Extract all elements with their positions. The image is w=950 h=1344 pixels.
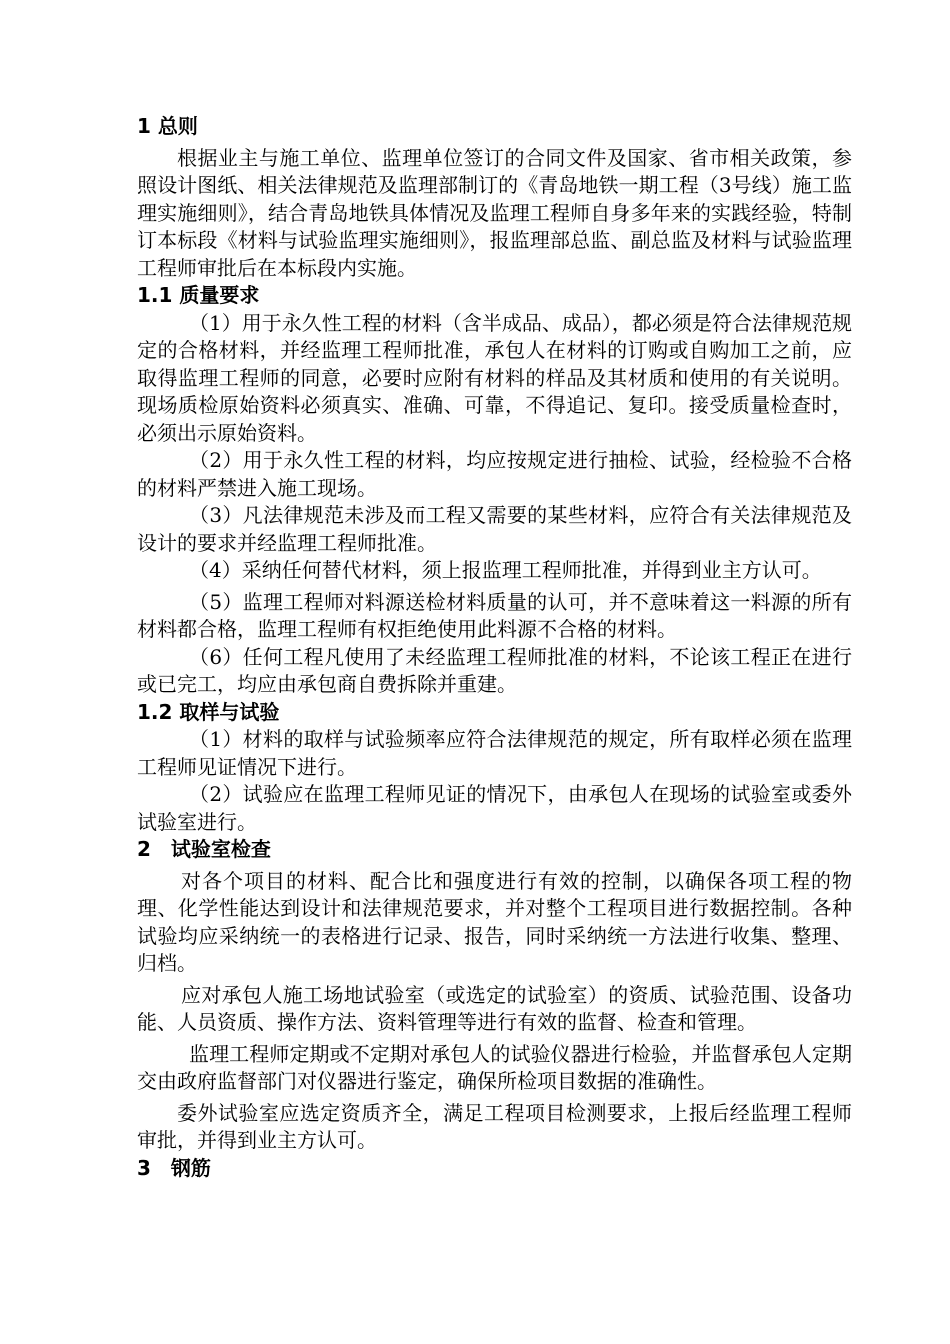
heading-steel-reinforcement: 3 钢筋 (137, 1155, 211, 1180)
heading-laboratory-inspection: 2 试验室检查 (137, 837, 271, 861)
paragraph: 根据业主与施工单位、监理单位签订的合同文件及国家、省市相关政策，参照设计图纸、相关法律规范及监理部制订的《青岛地铁一期工程（3号线）施工监理实施细则》，结合青岛地铁具体情况及监理工程师自身多年来的实践经验，特制订本标段《材料与试验监理实施细则》，报监理部总监、副总监及材料与试验监理工程师审批后在本标段内实施。 (137, 145, 852, 280)
document-body (137, 110, 852, 1182)
paragraph: （2）用于永久性工程的材料，均应按规定进行抽检、试验，经检验不合格的材料严禁进入施工现场。 (137, 448, 852, 500)
paragraph: （4）采纳任何替代材料，须上报监理工程师批准，并得到业主方认可。 (189, 558, 822, 582)
paragraph: （5）监理工程师对料源送检材料质量的认可，并不意味着这一料源的所有材料都合格，监理工程师有权拒绝使用此料源不合格的材料。 (137, 589, 852, 641)
paragraph: （2）试验应在监理工程师见证的情况下，由承包人在现场的试验室或委外试验室进行。 (137, 782, 852, 834)
paragraph: 委外试验室应选定资质齐全，满足工程项目检测要求，上报后经监理工程师审批，并得到业主方认可。 (137, 1100, 852, 1152)
heading-quality-requirements: 1.1 质量要求 (137, 283, 260, 307)
paragraph: 应对承包人施工场地试验室（或选定的试验室）的资质、试验范围、设备功能、人员资质、操作方法、资料管理等进行有效的监督、检查和管理。 (137, 982, 852, 1034)
paragraph: 监理工程师定期或不定期对承包人的试验仪器进行检验，并监督承包人定期交由政府监督部门对仪器进行鉴定，确保所检项目数据的准确性。 (137, 1041, 852, 1093)
paragraph: 对各个项目的材料、配合比和强度进行有效的控制，以确保各项工程的物理、化学性能达到设计和法律规范要求，并对整个工程项目进行数据控制。各种试验均应采纳统一的表格进行记录、报告，同时采纳统一方法进行收集、整理、归档。 (137, 868, 852, 975)
paragraph: （1）材料的取样与试验频率应符合法律规范的规定，所有取样必须在监理工程师见证情况下进行。 (137, 727, 852, 779)
paragraph: （3）凡法律规范未涉及而工程又需要的某些材料，应符合有关法律规范及设计的要求并经监理工程师批准。 (137, 503, 852, 555)
heading-general: 1 总则 (137, 114, 198, 138)
paragraph: （6）任何工程凡使用了未经监理工程师批准的材料，不论该工程正在进行或已完工，均应由承包商自费拆除并重建。 (137, 644, 852, 696)
paragraph: （1）用于永久性工程的材料（含半成品、成品），都必须是符合法律规范规定的合格材料，并经监理工程师批准，承包人在材料的订购或自购加工之前，应取得监理工程师的同意，必要时应附有材料的样品及其材质和使用的有关说明。现场质检原始资料必须真实、准确、可靠，不得追记、复印。接受质量检查时，必须出示原始资料。 (137, 310, 852, 445)
heading-sampling-and-testing: 1.2 取样与试验 (137, 699, 280, 724)
